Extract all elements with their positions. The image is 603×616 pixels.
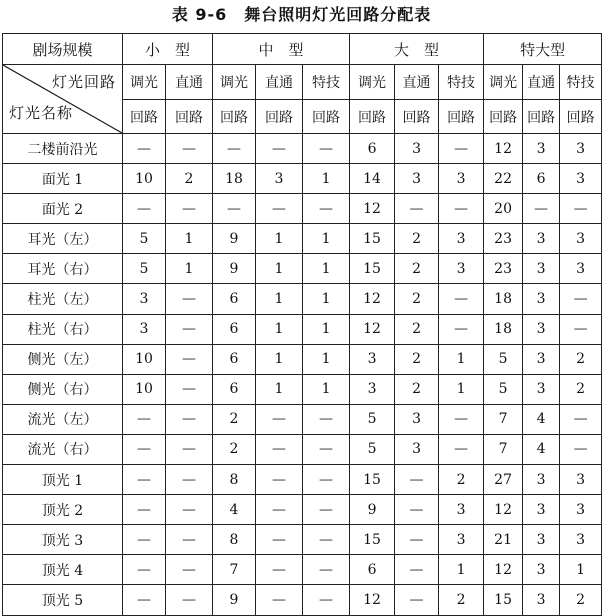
lamp-name-cell: 流光（右） xyxy=(3,434,123,464)
value-cell: 12 xyxy=(484,555,523,585)
value-cell: 3 xyxy=(523,224,560,254)
value-cell: 3 xyxy=(523,525,560,555)
value-cell: 1 xyxy=(256,314,303,344)
value-cell: 3 xyxy=(439,164,484,194)
value-cell: — xyxy=(166,404,213,434)
diagonal-header-cell xyxy=(3,65,123,134)
value-cell: — xyxy=(166,585,213,615)
value-cell: 3 xyxy=(560,134,602,164)
value-cell: 5 xyxy=(123,254,166,284)
subcol-header-bottom: 回路 xyxy=(303,100,350,134)
lamp-name-cell: 顶光 2 xyxy=(3,495,123,525)
value-cell: 3 xyxy=(560,224,602,254)
table-row xyxy=(3,404,602,434)
value-cell: — xyxy=(303,404,350,434)
value-cell: — xyxy=(123,585,166,615)
value-cell: — xyxy=(256,525,303,555)
value-cell: 27 xyxy=(484,465,523,495)
value-cell: 2 xyxy=(439,465,484,495)
subcol-header-top: 特技 xyxy=(560,65,602,100)
value-cell: 1 xyxy=(256,224,303,254)
value-cell: 12 xyxy=(484,495,523,525)
value-cell: — xyxy=(303,465,350,495)
value-cell: — xyxy=(256,134,303,164)
group-header: 中 型 xyxy=(213,34,350,65)
value-cell: 1 xyxy=(439,374,484,404)
value-cell: 12 xyxy=(484,134,523,164)
value-cell: 1 xyxy=(166,254,213,284)
header-row-subcols xyxy=(3,65,602,100)
table-row xyxy=(3,465,602,495)
value-cell: 2 xyxy=(395,344,439,374)
group-header: 小 型 xyxy=(123,34,213,65)
value-cell: — xyxy=(166,525,213,555)
value-cell: 5 xyxy=(484,374,523,404)
value-cell: — xyxy=(303,134,350,164)
group-header: 大 型 xyxy=(350,34,484,65)
value-cell: 3 xyxy=(523,465,560,495)
value-cell: 1 xyxy=(303,224,350,254)
lamp-name-cell: 顶光 5 xyxy=(3,585,123,615)
group-header: 特大型 xyxy=(484,34,602,65)
subcol-header-bottom: 回路 xyxy=(213,100,256,134)
value-cell: 3 xyxy=(123,314,166,344)
value-cell: 5 xyxy=(350,434,395,464)
value-cell: 1 xyxy=(256,374,303,404)
value-cell: 6 xyxy=(213,374,256,404)
value-cell: 3 xyxy=(350,374,395,404)
value-cell: — xyxy=(303,555,350,585)
subcol-header-bottom: 回路 xyxy=(523,100,560,134)
table-row xyxy=(3,374,602,404)
value-cell: 3 xyxy=(523,284,560,314)
value-cell: 9 xyxy=(213,585,256,615)
table-row xyxy=(3,224,602,254)
value-cell: 10 xyxy=(123,344,166,374)
value-cell: — xyxy=(166,314,213,344)
value-cell: 6 xyxy=(213,344,256,374)
value-cell: — xyxy=(123,465,166,495)
value-cell: 3 xyxy=(523,585,560,615)
value-cell: 14 xyxy=(350,164,395,194)
lamp-name-cell: 柱光（左） xyxy=(3,284,123,314)
value-cell: 5 xyxy=(350,404,395,434)
value-cell: 3 xyxy=(560,465,602,495)
lighting-circuit-table xyxy=(2,33,602,616)
value-cell: 3 xyxy=(523,495,560,525)
subcol-header-top: 调光 xyxy=(123,65,166,100)
subcol-header-top: 特技 xyxy=(303,65,350,100)
value-cell: 21 xyxy=(484,525,523,555)
value-cell: 4 xyxy=(213,495,256,525)
value-cell: 15 xyxy=(484,585,523,615)
value-cell: 20 xyxy=(484,194,523,224)
value-cell: — xyxy=(166,344,213,374)
value-cell: 1 xyxy=(303,164,350,194)
value-cell: 3 xyxy=(523,254,560,284)
value-cell: 6 xyxy=(350,134,395,164)
value-cell: 2 xyxy=(560,374,602,404)
circuit-label: 灯光回路 xyxy=(51,73,116,91)
value-cell: 3 xyxy=(523,374,560,404)
subcol-header-bottom: 回路 xyxy=(439,100,484,134)
header-row-groups xyxy=(3,34,602,65)
value-cell: — xyxy=(303,434,350,464)
value-cell: 3 xyxy=(439,495,484,525)
value-cell: 9 xyxy=(213,224,256,254)
value-cell: 1 xyxy=(303,284,350,314)
value-cell: 3 xyxy=(395,404,439,434)
value-cell: — xyxy=(395,555,439,585)
value-cell: — xyxy=(560,404,602,434)
value-cell: 15 xyxy=(350,254,395,284)
value-cell: — xyxy=(166,374,213,404)
value-cell: 4 xyxy=(523,434,560,464)
value-cell: 2 xyxy=(560,585,602,615)
value-cell: — xyxy=(123,495,166,525)
subcol-header-bottom: 回路 xyxy=(560,100,602,134)
value-cell: 1 xyxy=(256,344,303,374)
value-cell: 2 xyxy=(395,284,439,314)
lamp-name-cell: 面光 1 xyxy=(3,164,123,194)
table-row xyxy=(3,434,602,464)
value-cell: — xyxy=(303,585,350,615)
subcol-header-top: 调光 xyxy=(350,65,395,100)
subcol-header-bottom: 回路 xyxy=(484,100,523,134)
value-cell: 1 xyxy=(439,344,484,374)
lamp-name-cell: 面光 2 xyxy=(3,194,123,224)
value-cell: 5 xyxy=(484,344,523,374)
value-cell: 3 xyxy=(523,314,560,344)
value-cell: 1 xyxy=(256,254,303,284)
value-cell: 3 xyxy=(256,164,303,194)
value-cell: 1 xyxy=(303,374,350,404)
value-cell: 7 xyxy=(484,404,523,434)
value-cell: — xyxy=(123,134,166,164)
value-cell: 6 xyxy=(213,284,256,314)
value-cell: 1 xyxy=(303,314,350,344)
table-row xyxy=(3,284,602,314)
value-cell: 3 xyxy=(560,164,602,194)
lamp-name-cell: 二楼前沿光 xyxy=(3,134,123,164)
lamp-name-cell: 耳光（左） xyxy=(3,224,123,254)
value-cell: 12 xyxy=(350,194,395,224)
value-cell: 12 xyxy=(350,585,395,615)
subcol-header-top: 调光 xyxy=(484,65,523,100)
value-cell: 2 xyxy=(395,224,439,254)
value-cell: — xyxy=(395,525,439,555)
table-row xyxy=(3,164,602,194)
subcol-header-top: 直通 xyxy=(166,65,213,100)
value-cell: 7 xyxy=(213,555,256,585)
table-caption: 表 9-6 舞台照明灯光回路分配表 xyxy=(171,5,432,24)
value-cell: — xyxy=(395,465,439,495)
value-cell: — xyxy=(439,404,484,434)
value-cell: 3 xyxy=(439,254,484,284)
value-cell: 8 xyxy=(213,465,256,495)
lamp-name-cell: 耳光（右） xyxy=(3,254,123,284)
value-cell: 22 xyxy=(484,164,523,194)
table-row xyxy=(3,254,602,284)
value-cell: 15 xyxy=(350,224,395,254)
value-cell: — xyxy=(303,194,350,224)
value-cell: — xyxy=(303,525,350,555)
lamp-name-label: 灯光名称 xyxy=(9,104,74,122)
value-cell: — xyxy=(439,314,484,344)
value-cell: — xyxy=(166,465,213,495)
value-cell: — xyxy=(213,134,256,164)
value-cell: — xyxy=(439,194,484,224)
value-cell: 12 xyxy=(350,314,395,344)
value-cell: 2 xyxy=(439,585,484,615)
value-cell: 2 xyxy=(395,374,439,404)
subcol-header-top: 调光 xyxy=(213,65,256,100)
value-cell: 3 xyxy=(560,525,602,555)
table-row xyxy=(3,555,602,585)
value-cell: — xyxy=(523,194,560,224)
value-cell: — xyxy=(123,525,166,555)
value-cell: — xyxy=(123,434,166,464)
subcol-header-bottom: 回路 xyxy=(123,100,166,134)
value-cell: — xyxy=(560,194,602,224)
value-cell: 9 xyxy=(213,254,256,284)
subcol-header-bottom: 回路 xyxy=(166,100,213,134)
value-cell: 3 xyxy=(560,495,602,525)
value-cell: — xyxy=(256,495,303,525)
value-cell: — xyxy=(395,585,439,615)
value-cell: 2 xyxy=(560,344,602,374)
value-cell: 3 xyxy=(523,555,560,585)
subcol-header-top: 直通 xyxy=(395,65,439,100)
value-cell: 3 xyxy=(123,284,166,314)
value-cell: 5 xyxy=(123,224,166,254)
value-cell: — xyxy=(256,194,303,224)
lamp-name-cell: 流光（左） xyxy=(3,404,123,434)
lamp-name-cell: 侧光（左） xyxy=(3,344,123,374)
value-cell: 8 xyxy=(213,525,256,555)
scale-header: 剧场规模 xyxy=(3,34,123,65)
value-cell: 6 xyxy=(350,555,395,585)
value-cell: 12 xyxy=(350,284,395,314)
value-cell: — xyxy=(439,434,484,464)
value-cell: — xyxy=(166,194,213,224)
subcol-header-top: 直通 xyxy=(523,65,560,100)
value-cell: — xyxy=(256,404,303,434)
value-cell: — xyxy=(123,194,166,224)
value-cell: 9 xyxy=(350,495,395,525)
value-cell: 2 xyxy=(213,434,256,464)
subcol-header-bottom: 回路 xyxy=(256,100,303,134)
value-cell: 2 xyxy=(166,164,213,194)
value-cell: 3 xyxy=(523,344,560,374)
value-cell: 1 xyxy=(256,284,303,314)
value-cell: — xyxy=(213,194,256,224)
value-cell: — xyxy=(560,284,602,314)
value-cell: 1 xyxy=(303,254,350,284)
value-cell: — xyxy=(395,194,439,224)
table-row xyxy=(3,495,602,525)
value-cell: 4 xyxy=(523,404,560,434)
value-cell: 10 xyxy=(123,374,166,404)
value-cell: — xyxy=(166,434,213,464)
lamp-name-cell: 柱光（右） xyxy=(3,314,123,344)
value-cell: — xyxy=(166,284,213,314)
value-cell: — xyxy=(123,404,166,434)
value-cell: 2 xyxy=(213,404,256,434)
value-cell: 3 xyxy=(395,164,439,194)
subcol-header-bottom: 回路 xyxy=(395,100,439,134)
value-cell: 10 xyxy=(123,164,166,194)
value-cell: 2 xyxy=(395,314,439,344)
value-cell: — xyxy=(123,555,166,585)
value-cell: 3 xyxy=(560,254,602,284)
value-cell: 15 xyxy=(350,525,395,555)
value-cell: 7 xyxy=(484,434,523,464)
lamp-name-cell: 顶光 4 xyxy=(3,555,123,585)
value-cell: — xyxy=(560,314,602,344)
value-cell: 3 xyxy=(395,434,439,464)
value-cell: — xyxy=(166,555,213,585)
value-cell: 3 xyxy=(439,525,484,555)
table-row xyxy=(3,585,602,615)
value-cell: 6 xyxy=(523,164,560,194)
value-cell: 3 xyxy=(523,134,560,164)
lamp-name-cell: 顶光 3 xyxy=(3,525,123,555)
table-row xyxy=(3,314,602,344)
value-cell: — xyxy=(395,495,439,525)
value-cell: 23 xyxy=(484,254,523,284)
value-cell: 23 xyxy=(484,224,523,254)
value-cell: — xyxy=(560,434,602,464)
value-cell: — xyxy=(256,465,303,495)
table-row xyxy=(3,525,602,555)
value-cell: 2 xyxy=(395,254,439,284)
lamp-name-cell: 侧光（右） xyxy=(3,374,123,404)
value-cell: 3 xyxy=(439,224,484,254)
value-cell: — xyxy=(166,134,213,164)
value-cell: — xyxy=(256,585,303,615)
table-row xyxy=(3,194,602,224)
value-cell: 1 xyxy=(166,224,213,254)
subcol-header-bottom: 回路 xyxy=(350,100,395,134)
value-cell: 3 xyxy=(395,134,439,164)
value-cell: — xyxy=(303,495,350,525)
subcol-header-top: 直通 xyxy=(256,65,303,100)
value-cell: — xyxy=(256,555,303,585)
value-cell: — xyxy=(256,434,303,464)
value-cell: 1 xyxy=(560,555,602,585)
value-cell: — xyxy=(166,495,213,525)
table-row xyxy=(3,344,602,374)
value-cell: 15 xyxy=(350,465,395,495)
value-cell: 18 xyxy=(484,284,523,314)
lamp-name-cell: 顶光 1 xyxy=(3,465,123,495)
value-cell: 18 xyxy=(484,314,523,344)
value-cell: 18 xyxy=(213,164,256,194)
value-cell: 6 xyxy=(213,314,256,344)
subcol-header-top: 特技 xyxy=(439,65,484,100)
table-row xyxy=(3,134,602,164)
value-cell: 3 xyxy=(350,344,395,374)
value-cell: 1 xyxy=(439,555,484,585)
value-cell: — xyxy=(439,284,484,314)
value-cell: 1 xyxy=(303,344,350,374)
value-cell: — xyxy=(439,134,484,164)
